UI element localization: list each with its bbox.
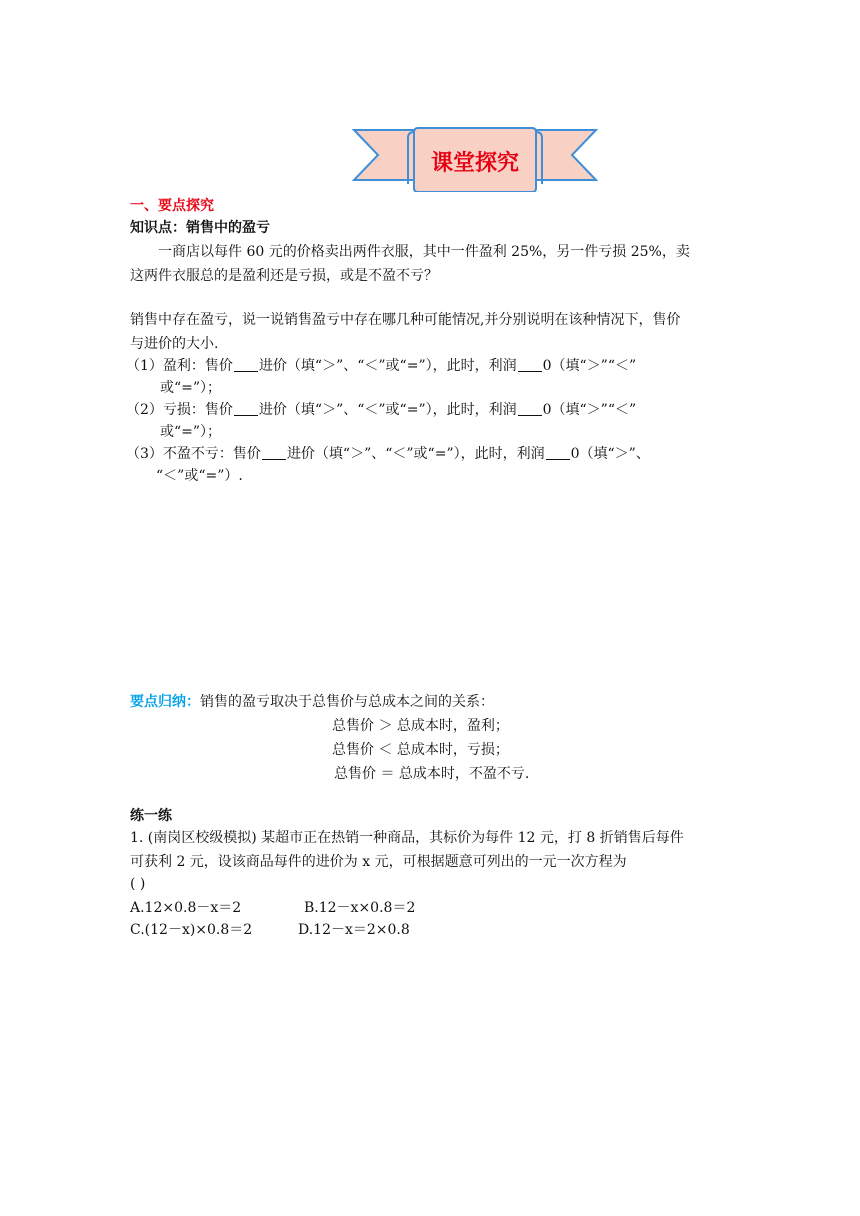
item-1-part-c: 0（填“＞”“＜”	[542, 358, 637, 374]
item-2-part-a: （2）亏损：售价	[126, 402, 233, 418]
section-heading: 一、要点探究	[130, 198, 214, 214]
summary-row-2: 总售价 ＜ 总成本时，亏损；	[332, 742, 509, 758]
answer-blank[interactable]	[546, 445, 570, 460]
answer-blank[interactable]	[518, 401, 542, 416]
answer-blank[interactable]	[234, 357, 258, 372]
item-1	[126, 356, 636, 376]
answer-blank[interactable]	[518, 357, 542, 372]
item-2-cont: 或“=”）；	[160, 424, 222, 440]
item-3-part-c: 0（填“＞”、	[570, 446, 650, 462]
practice-q1-line-2: 可获利 2 元，设该商品每件的进价为 x 元，可根据题意可列出的一元一次方程为	[130, 854, 627, 870]
item-1-part-b: 进价（填“＞”、“＜”或“=”），此时，利润	[258, 358, 517, 374]
item-3-cont: “＜”或“=”）.	[156, 468, 243, 484]
item-2-part-b: 进价（填“＞”、“＜”或“=”），此时，利润	[258, 402, 517, 418]
item-2-part-c: 0（填“＞”“＜”	[542, 402, 637, 418]
practice-heading: 练一练	[130, 808, 172, 824]
option-a[interactable]: A.12×0.8－x＝2	[130, 900, 242, 916]
summary-row-3: 总售价 ＝ 总成本时，不盈不亏.	[334, 766, 530, 782]
item-3-part-a: （3）不盈不亏：售价	[126, 446, 261, 462]
answer-blank[interactable]	[262, 445, 286, 460]
item-3-part-b: 进价（填“＞”、“＜”或“=”），此时，利润	[286, 446, 545, 462]
question-line-1: 销售中存在盈亏，说一说销售盈亏中存在哪几种可能情况,并分别说明在该种情况下，售价	[130, 312, 681, 328]
problem-line-1: 一商店以每件 60 元的价格卖出两件衣服，其中一件盈利 25%，另一件亏损 25%，卖	[158, 244, 690, 260]
summary-text: 销售的盈亏取决于总售价与总成本之间的关系：	[200, 694, 494, 710]
knowledge-label: 知识点：销售中的盈亏	[130, 220, 270, 236]
summary-label: 要点归纳：	[130, 694, 200, 710]
banner-title: 课堂探究	[430, 150, 519, 176]
summary-row-1: 总售价 ＞ 总成本时，盈利；	[332, 718, 509, 734]
summary	[130, 692, 494, 712]
problem-line-2: 这两件衣服总的是盈利还是亏损，或是不盈不亏？	[130, 268, 438, 284]
item-3	[126, 444, 650, 464]
practice-q1-line-1: 1. (南岗区校级模拟) 某超市正在热销一种商品，其标价为每件 12 元，打 8 折销售后每件	[130, 830, 684, 846]
item-1-part-a: （1）盈利：售价	[126, 358, 233, 374]
item-2	[126, 400, 636, 420]
practice-q1-answer-bracket: ( )	[130, 876, 146, 892]
option-b[interactable]: B.12－x×0.8＝2	[304, 900, 416, 916]
item-1-cont: 或“=”）；	[160, 380, 222, 396]
option-c[interactable]: C.(12－x)×0.8＝2	[130, 922, 253, 938]
question-line-2: 与进价的大小.	[130, 336, 219, 352]
answer-blank[interactable]	[234, 401, 258, 416]
option-d[interactable]: D.12－x＝2×0.8	[298, 922, 410, 938]
